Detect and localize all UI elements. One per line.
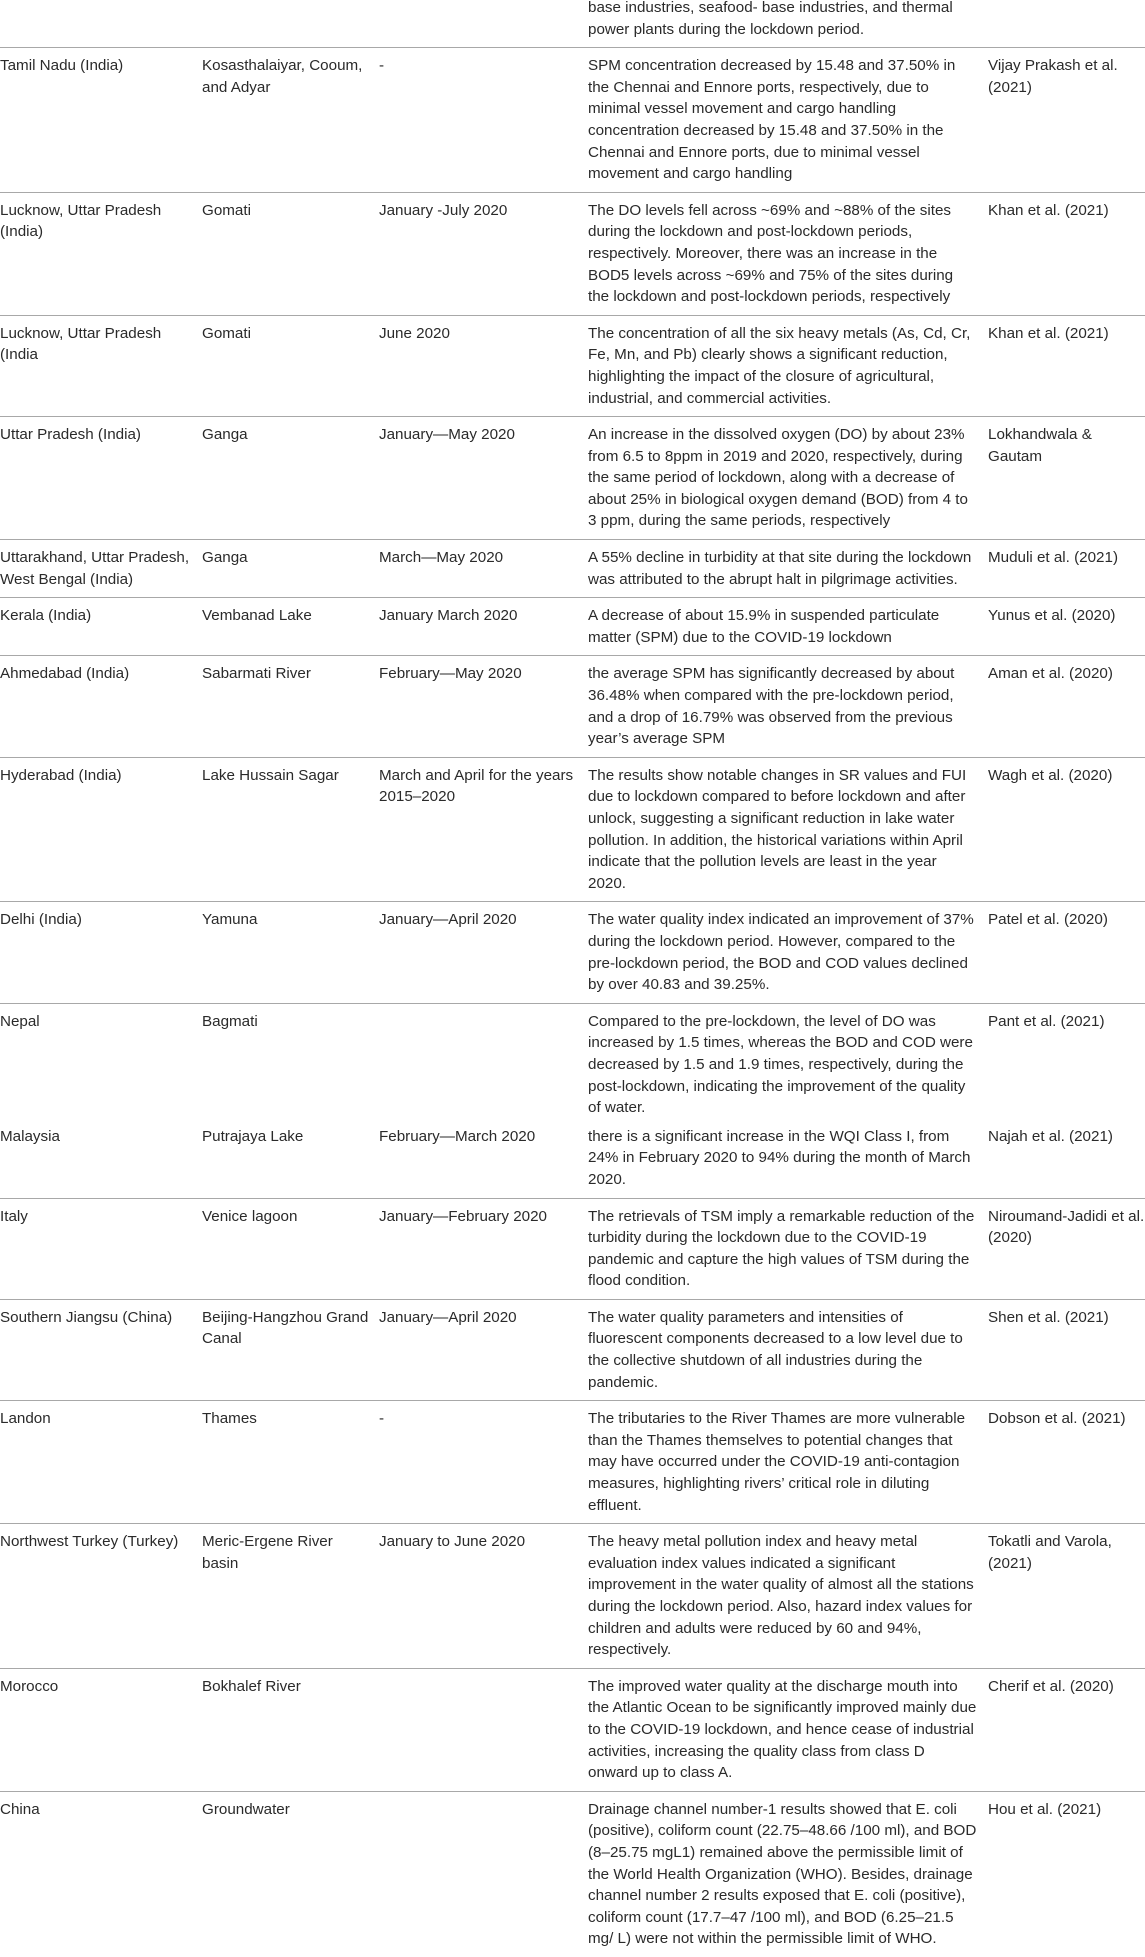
period-cell: January—April 2020 xyxy=(379,911,517,929)
location-cell: Malaysia xyxy=(0,1127,60,1145)
location-cell: Italy xyxy=(0,1207,28,1225)
table-row xyxy=(0,1300,1145,1401)
table-row xyxy=(0,598,1145,656)
period-cell: June 2020 xyxy=(379,324,450,342)
findings-cell: The DO levels fell across ~69% and ~88% of the sites during the lockdown and post-lockdown periods, respectively. Moreover, there was an increase in the BOD5 levels across ~69% and 75% of the sites during the lockdown and post-lockdown periods, respectively xyxy=(588,201,954,306)
period-cell: March and April for the years 2015–2020 xyxy=(379,766,574,806)
waterbody-cell: Putrajaya Lake xyxy=(202,1127,304,1145)
waterbody-cell: Groundwater xyxy=(202,1800,290,1818)
findings-cell: An increase in the dissolved oxygen (DO) by about 23% from 6.5 to 8ppm in 2019 and 2020, respectively, during the same period of lockdown, along with a decrease of about 25% in biological oxygen demand (BOD) from 4 to 3 ppm, during the same periods, respectively xyxy=(588,426,968,530)
waterbody-cell: Yamuna xyxy=(202,911,258,929)
period-cell: January—April 2020 xyxy=(379,1308,517,1326)
location-cell: Lucknow, Uttar Pradesh (India) xyxy=(0,201,162,241)
reference-cell: Najah et al. (2021) xyxy=(988,1127,1113,1145)
findings-cell: The heavy metal pollution index and heavy metal evaluation index values indicated a significant improvement in the water quality of almost all the stations during the lockdown period. Also, hazard index values for children and adults were reduced by 60 and 94%, respectively. xyxy=(588,1533,974,1659)
table-row xyxy=(0,1004,1145,1126)
findings-cell: Compared to the pre-lockdown, the level of DO was increased by 1.5 times, whereas the BOD and COD were decreased by 1.5 and 1.9 times, respectively, during the post-lockdown, indicating the improvement of the quality of water. xyxy=(588,1012,973,1117)
waterbody-cell: Sabarmati River xyxy=(202,665,311,683)
findings-cell: The retrievals of TSM imply a remarkable reduction of the turbidity during the lockdown due to the COVID-19 pandemic and capture the high values of TSM during the flood condition. xyxy=(588,1207,975,1290)
findings-cell: The results show notable changes in SR values and FUI due to lockdown compared to before lockdown and after unlock, suggesting a significant reduction in lake water pollution. In addition, the historical variations within April indicate that the pollution levels are least in the year 2020. xyxy=(588,766,967,892)
table-row xyxy=(0,902,1145,1003)
location-cell: Nepal xyxy=(0,1012,40,1030)
period-cell: February—March 2020 xyxy=(379,1127,536,1145)
table-row xyxy=(0,316,1145,417)
location-cell: Uttarakhand, Uttar Pradesh, West Bengal (India) xyxy=(0,549,190,588)
findings-cell: The water quality index indicated an improvement of 37% during the lockdown period. However, compared to the pre-lockdown period, the BOD and COD values declined by over 40.83 and 39.25%. xyxy=(588,911,974,994)
table-row xyxy=(0,1669,1145,1792)
findings-cell: the average SPM has significantly decreased by about 36.48% when compared with the pre-lockdown period, and a drop of 16.79% was observed from the previous year’s average SPM xyxy=(588,665,955,748)
period-cell: January—May 2020 xyxy=(379,426,515,444)
reference-cell: Pant et al. (2021) xyxy=(988,1012,1105,1030)
period-cell: - xyxy=(379,57,385,75)
findings-cell: A 55% decline in turbidity at that site during the lockdown was attributed to the abrupt halt in pilgrimage activities. xyxy=(588,549,972,588)
period-cell: January to June 2020 xyxy=(379,1533,526,1551)
reference-cell: Yunus et al. (2020) xyxy=(988,607,1116,625)
location-cell: Delhi (India) xyxy=(0,911,82,929)
table-row xyxy=(0,1401,1145,1524)
table-row xyxy=(0,656,1145,757)
reference-cell: Wagh et al. (2020) xyxy=(988,766,1113,784)
period-cell: March—May 2020 xyxy=(379,549,504,567)
period-cell xyxy=(379,1799,588,1950)
reference-cell: Lokhandwala & Gautam xyxy=(988,426,1092,465)
location-cell: Morocco xyxy=(0,1677,59,1695)
table-row xyxy=(0,758,1145,903)
findings-cell: Drainage channel number-1 results showed that E. coli (positive), coliform count (22.75–48.66 /100 ml), and BOD (8–25.75 mgL1) remained above the permissible limit of the World Health Organization (WHO). Besides, drainage channel number 2 results exposed that E. coli (positive), coliform count (17.7–47 /100 ml), and BOD (6.25–21.5 mg/ L) were not within the permissible limit of WHO. xyxy=(588,1800,977,1948)
reference-cell: Hou et al. (2021) xyxy=(988,1800,1102,1818)
reference-cell: Shen et al. (2021) xyxy=(988,1308,1109,1326)
period-cell xyxy=(379,1676,588,1784)
reference-cell: Niroumand-Jadidi et al. (2020) xyxy=(988,1207,1145,1247)
location-cell: Southern Jiangsu (China) xyxy=(0,1308,173,1326)
location-cell: Northwest Turkey (Turkey) xyxy=(0,1533,179,1551)
reference-cell: Cherif et al. (2020) xyxy=(988,1677,1114,1695)
waterbody-cell: Ganga xyxy=(202,426,248,444)
table-row xyxy=(0,1199,1145,1300)
waterbody-cell: Venice lagoon xyxy=(202,1207,298,1225)
reference-cell: Aman et al. (2020) xyxy=(988,665,1113,683)
waterbody-cell: Bagmati xyxy=(202,1012,258,1030)
table-row xyxy=(0,1524,1145,1669)
reference-cell: Muduli et al. (2021) xyxy=(988,549,1119,567)
period-cell: January March 2020 xyxy=(379,607,518,625)
period-cell xyxy=(379,1011,588,1119)
findings-cell: The tributaries to the River Thames are more vulnerable than the Thames themselves to potential changes that may have occurred under the COVID-19 anti-contagion measures, highlighting rivers’ critical role in diluting effluent. xyxy=(588,1410,966,1514)
waterbody-cell: Gomati xyxy=(202,201,251,219)
table-row xyxy=(0,1126,1145,1199)
table-row xyxy=(0,0,1145,48)
reference-cell: Patel et al. (2020) xyxy=(988,911,1108,929)
location-cell: Kerala (India) xyxy=(0,607,92,625)
findings-cell: The concentration of all the six heavy metals (As, Cd, Cr, Fe, Mn, and Pb) clearly shows a significant reduction, highlighting the impact of the closure of agricultural, industrial, and commercial activities. xyxy=(588,324,971,407)
location-cell xyxy=(0,0,202,40)
findings-cell: A decrease of about 15.9% in suspended particulate matter (SPM) due to the COVID-19 lockdown xyxy=(588,607,940,646)
findings-cell: The improved water quality at the discharge mouth into the Atlantic Ocean to be significantly improved mainly due to the COVID-19 lockdown, and hence cease of industrial activities, increasing the quality class from class D onward up to class A. xyxy=(588,1677,977,1782)
waterbody-cell: Kosasthalaiyar, Cooum, and Adyar xyxy=(202,57,363,96)
location-cell: Tamil Nadu (India) xyxy=(0,57,124,75)
location-cell: Lucknow, Uttar Pradesh (India xyxy=(0,324,162,364)
period-cell xyxy=(379,0,588,40)
period-cell: January -July 2020 xyxy=(379,201,508,219)
reference-cell: Tokatli and Varola, (2021) xyxy=(988,1533,1112,1572)
waterbody-cell: Gomati xyxy=(202,324,251,342)
location-cell: Uttar Pradesh (India) xyxy=(0,426,141,444)
waterbody-cell: Thames xyxy=(202,1410,257,1428)
table-row xyxy=(0,540,1145,598)
location-cell: Ahmedabad (India) xyxy=(0,665,130,683)
reference-cell: Dobson et al. (2021) xyxy=(988,1410,1126,1428)
reference-cell: Khan et al. (2021) xyxy=(988,324,1109,342)
reference-cell xyxy=(988,0,1145,40)
findings-cell: SPM concentration decreased by 15.48 and 37.50% in the Chennai and Ennore ports, respectively, due to minimal vessel movement and cargo handling concentration decreased by 15.48 and 37.50% in the Chennai and Ennore ports, due to minimal vessel movement and cargo handling xyxy=(588,57,956,183)
waterbody-cell xyxy=(202,0,379,40)
reference-cell: Khan et al. (2021) xyxy=(988,201,1109,219)
waterbody-cell: Beijing-Hangzhou Grand Canal xyxy=(202,1308,369,1348)
period-cell: February—May 2020 xyxy=(379,665,522,683)
reference-cell: Vijay Prakash et al. (2021) xyxy=(988,57,1118,96)
waterbody-cell: Bokhalef River xyxy=(202,1677,301,1695)
findings-cell: base industries, seafood- base industries, and thermal power plants during the lockdown period. xyxy=(588,0,953,38)
period-cell: January—February 2020 xyxy=(379,1207,547,1225)
waterbody-cell: Vembanad Lake xyxy=(202,607,312,625)
table-row xyxy=(0,417,1145,540)
table-row xyxy=(0,1792,1145,1957)
location-cell: Hyderabad (India) xyxy=(0,766,122,784)
location-cell: Landon xyxy=(0,1410,51,1428)
waterbody-cell: Ganga xyxy=(202,549,248,567)
waterbody-cell: Meric-Ergene River basin xyxy=(202,1533,333,1572)
waterbody-cell: Lake Hussain Sagar xyxy=(202,766,339,784)
findings-cell: The water quality parameters and intensities of fluorescent components decreased to a low level due to the collective shutdown of all industries during the pandemic. xyxy=(588,1308,963,1391)
period-cell: - xyxy=(379,1410,385,1428)
location-cell: China xyxy=(0,1800,40,1818)
findings-cell: there is a significant increase in the WQI Class I, from 24% in February 2020 to 94% during the month of March 2020. xyxy=(588,1127,971,1188)
table-row xyxy=(0,48,1145,193)
table-row xyxy=(0,193,1145,316)
